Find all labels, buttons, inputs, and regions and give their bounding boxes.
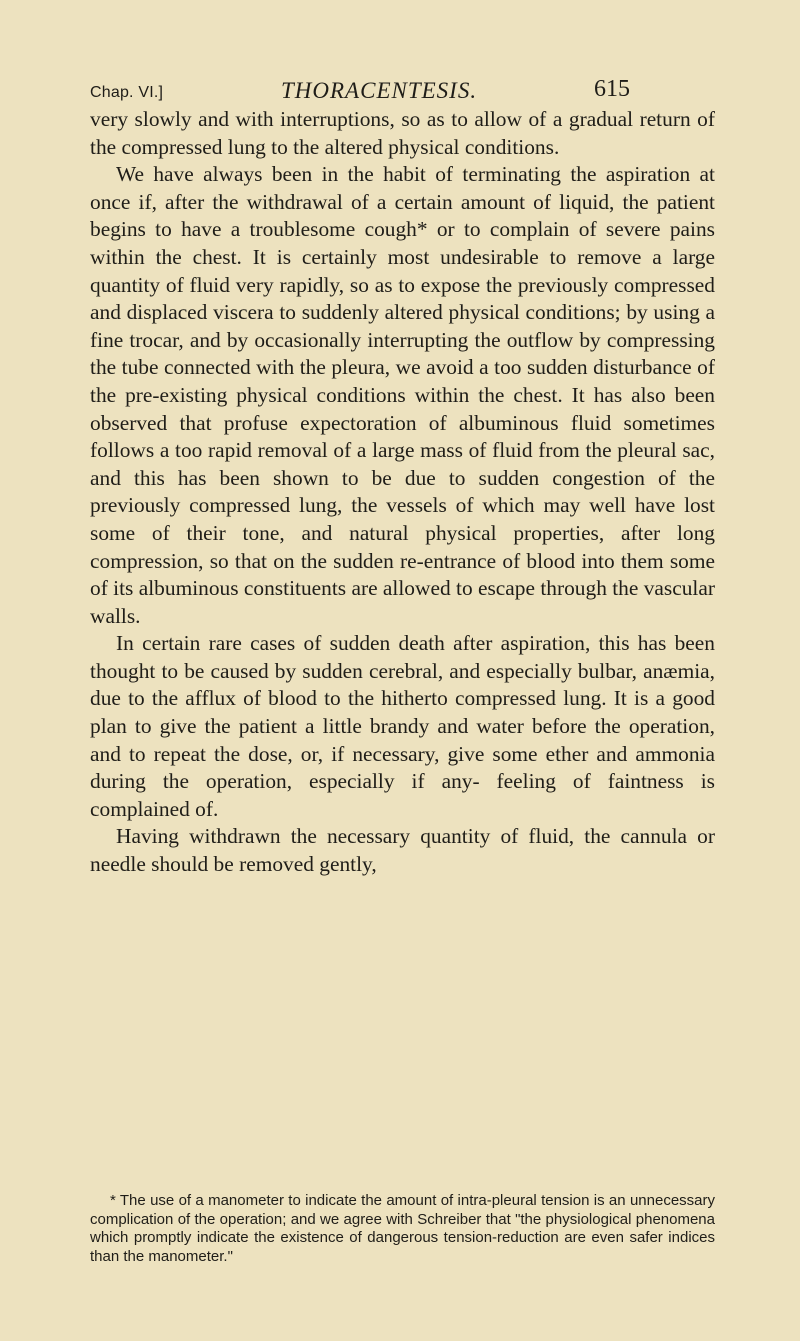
page-header <box>90 76 630 110</box>
paragraph-4: Having withdrawn the necessary quantity of fluid, the cannula or needle should be removed gently, <box>90 824 715 877</box>
chapter-label: Chap. VI.] <box>90 84 164 101</box>
footnote: * The use of a manometer to indicate the amount of intra-pleural tension is an unnecessary complication of the operation; and we agree with Schreiber that "the physiological phenomena which promptly indicate the existence of dangerous tension-reduction are even safer indices than the manometer." <box>90 1192 715 1265</box>
running-title: THORACENTESIS. <box>281 78 478 103</box>
body-text <box>90 106 715 879</box>
paragraph-1: very slowly and with interruptions, so as to allow of a gradual return of the compressed lung to the altered physical conditions. <box>90 107 715 159</box>
paragraph-3: In certain rare cases of sudden death after aspiration, this has been thought to be caused by sudden cerebral, and especially bulbar, anæmia, due to the afflux of blood to the hitherto compressed lung. It is a good plan to give the patient a little brandy and water before the operation, and to repeat the dose, or, if necessary, give some ether and ammonia during the operation, especially if any- feeling of faintness is complained of. <box>90 631 715 821</box>
page-number: 615 <box>594 76 630 102</box>
paragraph-2: We have always been in the habit of terminating the aspiration at once if, after the withdrawal of a certain amount of liquid, the patient begins to have a troublesome cough* or to complain of severe pains within the chest. It is certainly most undesirable to remove a large quantity of fluid very rapidly, so as to expose the previously compressed and displaced viscera to suddenly altered physical conditions; by using a fine trocar, and by occasionally interrupting the outflow by compressing the tube connected with the pleura, we avoid a too sudden disturbance of the pre-existing physical conditions within the chest. It has also been observed that profuse expectoration of albuminous fluid sometimes follows a too rapid removal of a large mass of fluid from the pleural sac, and this has been shown to be due to sudden congestion of the previously compressed lung, the vessels of which may well have lost some of their tone, and natural physical properties, after long compression, so that on the sudden re-entrance of blood into them some of its albuminous constituents are allowed to escape through the vascular walls. <box>90 162 715 628</box>
